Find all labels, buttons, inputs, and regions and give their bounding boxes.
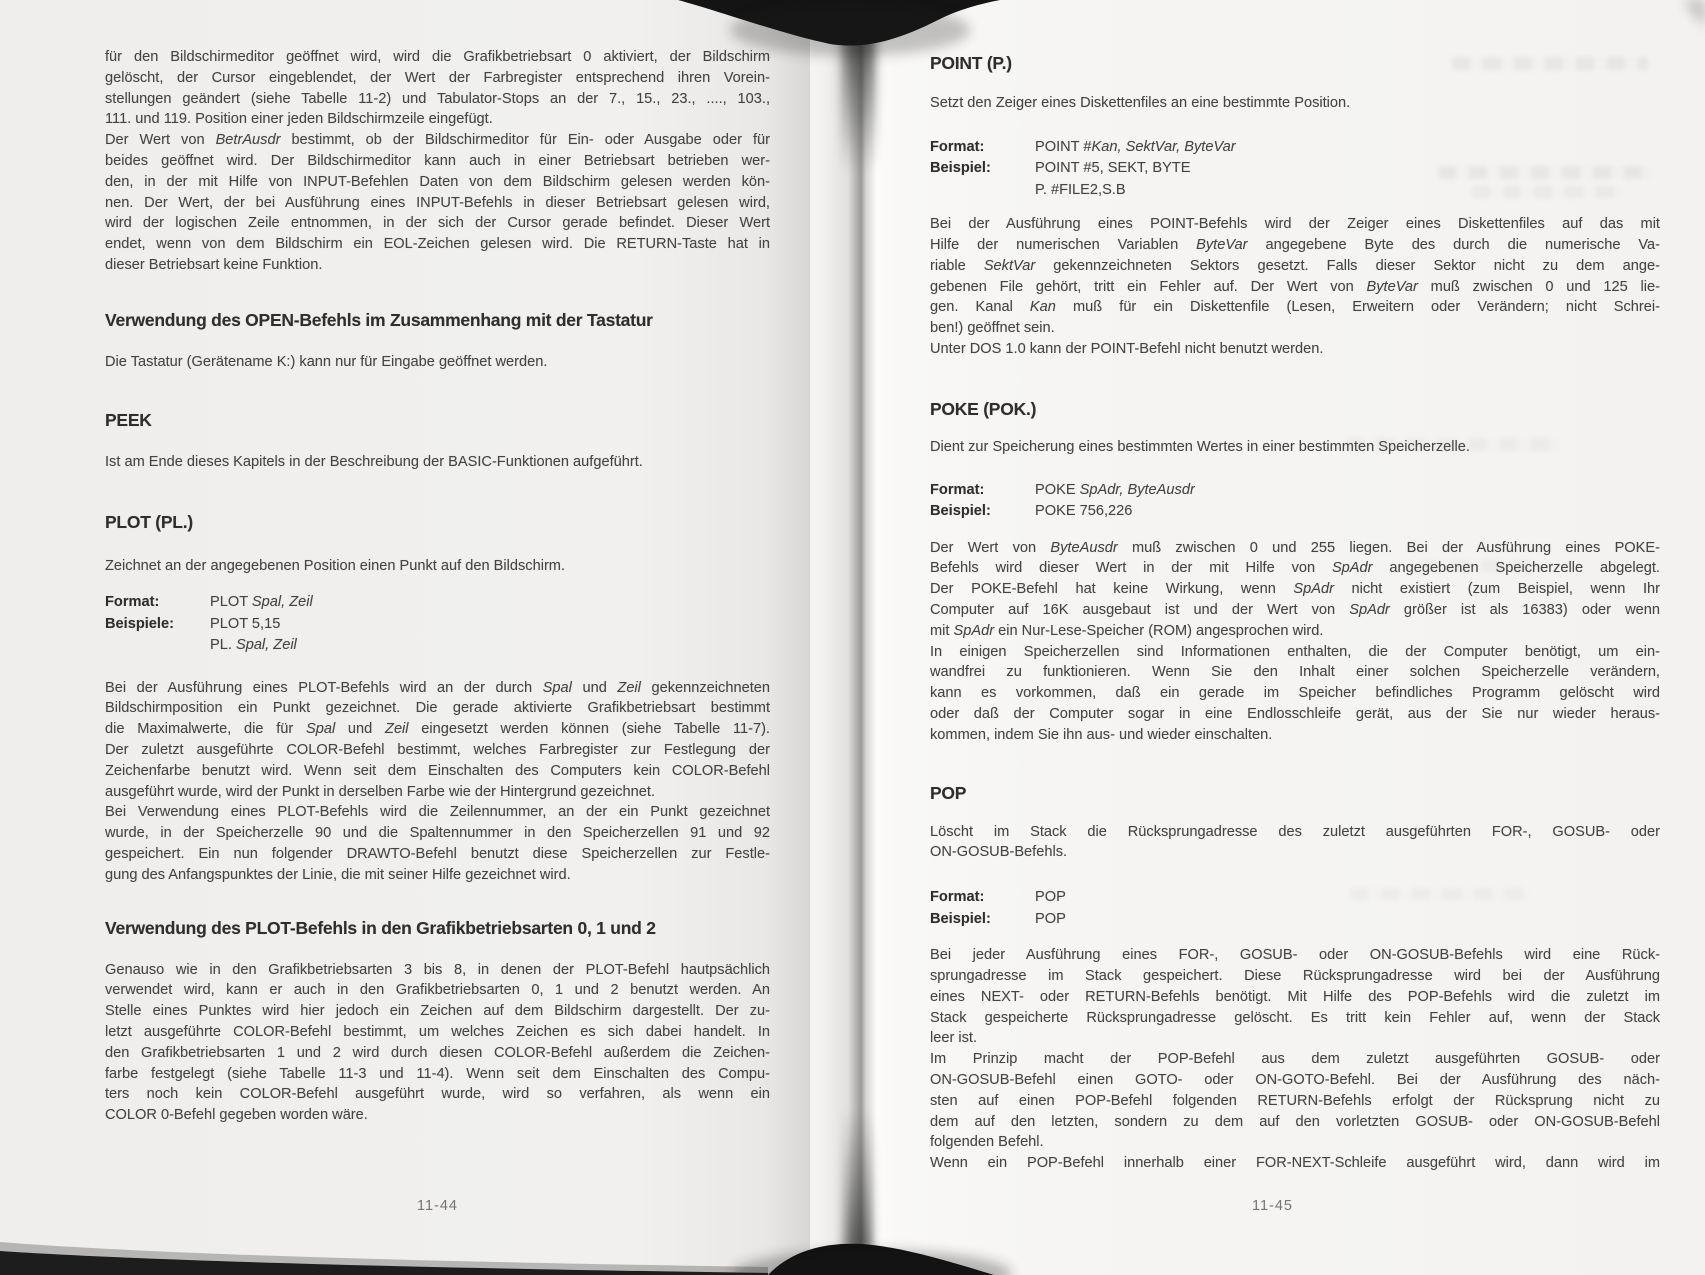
text-line: den, in der mit Hilfe von INPUT-Befehlen Daten von dem Bildschirm gelesen werden kön- (105, 173, 770, 190)
text-line: Löscht im Stack die Rücksprungadresse des zuletzt ausgeführten FOR-, GOSUB- oder (930, 823, 1660, 840)
text-line: POINT #Kan, SektVar, ByteVar (1035, 138, 1236, 155)
text-line: endet, wenn von dem Bildschirm ein EOL-Zeichen gelesen wird. Die RETURN-Taste hat in (105, 236, 770, 253)
text-line: POKE SpAdr, ByteAusdr (1035, 481, 1195, 498)
text-line: POP (1035, 910, 1066, 927)
metavariable: SektVar (983, 257, 1036, 274)
text-line: gung des Anfangspunktes der Linie, die mit seiner Hilfe gezeichnet wird. (105, 866, 571, 883)
text-line: mit SpAdr ein Nur-Lese-Speicher (ROM) angesprochen wird. (930, 622, 1324, 639)
command-spec (930, 887, 1660, 930)
page-left-content (105, 47, 770, 1126)
page-right-content (930, 52, 1660, 1174)
text-line: sten auf einen POP-Befehl folgenden RETURN-Befehls erfolgt der Rücksprung nicht zu (930, 1092, 1660, 1109)
metavariable: SpAdr (1349, 602, 1390, 619)
metavariable: SpAdr (953, 622, 995, 639)
metavariable: Spal (542, 679, 572, 696)
spec-label: Beispiele: (105, 615, 174, 632)
text-line: PLOT 5,15 (210, 615, 281, 632)
text-line: Computer auf 16K ausgebaut ist und der Wert von SpAdr größer ist als 16383) oder wenn (930, 602, 1660, 619)
paragraph (105, 352, 770, 373)
section-heading: POINT (P.) (930, 53, 1012, 73)
text-line: riable SektVar gekennzeichneten Sektors gesetzt. Falls dieser Sektor nicht zu dem ange- (930, 257, 1660, 274)
metavariable: Kan, SektVar, ByteVar (1091, 138, 1236, 155)
text-line: die Maximalwerte, die für Spal und Zeil eingesetzt werden können (siehe Tabelle 11-7). (105, 721, 770, 738)
spec-value (1035, 480, 1195, 502)
text-line: COLOR 0-Befehl gegeben worden wäre. (105, 1107, 368, 1124)
text-line: dieser Betriebsart keine Funktion. (105, 256, 323, 273)
spec-label: Format: (930, 138, 985, 155)
text-line: Hilfe der numerischen Variablen ByteVar angegebene Byte des durch die numerische Va- (930, 237, 1660, 254)
text-line: Stack gespeicherte Rücksprungadresse gelöscht. Es tritt kein Fehler auf, wenn der Stack (930, 1009, 1660, 1026)
page-number-right: 11-45 (1251, 1198, 1293, 1214)
spec-label: Beispiel: (930, 910, 991, 927)
text-line: ON-GOSUB-Befehls. (930, 844, 1068, 861)
text-line: Dient zur Speicherung eines bestimmten Wertes in einer bestimmten Speicherzelle. (930, 438, 1470, 455)
spec-row (105, 592, 770, 614)
command-spec (930, 480, 1660, 523)
text-line: Bei jeder Ausführung eines FOR-, GOSUB- oder ON-GOSUB-Befehls wird eine Rück- (930, 947, 1660, 964)
text-line: beides geöffnet wird. Der Bildschirmeditor kann auch in einer Betriebsart betrieben wer- (105, 152, 770, 169)
text-line: ON-GOSUB-Befehl einen GOTO- oder ON-GOTO-Befehl. Bei der Ausführung des näch- (930, 1072, 1660, 1089)
text-line: wird der logischen Zeile entnommen, in der sich der Cursor gerade befindet. Dieser Wert (105, 215, 770, 232)
section-heading: PEEK (105, 409, 152, 430)
text-line: verwendet wird, kann er auch in den Grafikbetriebsarten 0, 1 und 2 benutzt werden. An (105, 982, 770, 999)
text-line: letzt ausgeführte COLOR-Befehl bestimmt, um welches Zeichen es sich dabei handelt. In (105, 1024, 770, 1041)
metavariable: BetrAusdr (215, 132, 281, 149)
spec-label: Beispiel: (930, 503, 991, 520)
paragraph (930, 437, 1660, 458)
text-line: gebenen File gehört, tritt ein Fehler auf. Der Wert von ByteVar muß zwischen 0 und 125 lie- (930, 278, 1660, 295)
text-line: PL. Spal, Zeil (210, 637, 297, 654)
text-line: Setzt den Zeiger eines Diskettenfiles an eine bestimmte Position. (930, 95, 1351, 111)
text-line: gen. Kanal Kan muß für ein Diskettenfile (Lesen, Erweitern oder Verändern; nicht Schrei- (930, 299, 1660, 316)
section-heading: POKE (POK.) (930, 398, 1037, 419)
metavariable: Spal, Zeil (251, 594, 313, 611)
text-line: farbe festgelegt (siehe Tabelle 11-3 und 11-4). Wenn seit dem Einschalten des Compu- (105, 1065, 770, 1082)
text-line: für den Bildschirmeditor geöffnet wird, wird die Grafikbetriebsart 0 aktiviert, der Bildschirm (105, 49, 770, 65)
text-line: eines NEXT- oder RETURN-Befehls benötigt. Mit Hilfe des POP-Befehls wird die zuletzt im (930, 988, 1660, 1005)
text-line: Wenn ein POP-Befehl innerhalb einer FOR-NEXT-Schleife ausgeführt wird, dann wird im (930, 1155, 1660, 1172)
metavariable: ByteVar (1196, 237, 1248, 254)
paragraph (105, 678, 770, 886)
metavariable: Spal, Zeil (235, 637, 297, 654)
text-line: 111. und 119. Position einer jeden Bildschirmzeile eingefügt. (105, 111, 493, 128)
text-line: Bei der Ausführung eines POINT-Befehls wird der Zeiger eines Diskettenfiles auf das mit (930, 216, 1660, 233)
metavariable: Spal (305, 721, 336, 738)
spec-label: Format: (105, 594, 160, 611)
metavariable: Zeil (385, 721, 409, 738)
text-line: leer ist. (930, 1030, 978, 1047)
text-line: Der Wert von ByteAusdr muß zwischen 0 und 255 liegen. Bei der Ausführung eines POKE- (930, 539, 1660, 556)
text-line: nen. Der Wert, der bei Ausführung eines INPUT-Befehls in dieser Betriebsart gelesen wird, (105, 194, 770, 211)
spec-row (105, 614, 770, 657)
text-line: In einigen Speicherzellen sind Informationen enthalten, die der Computer benötigt, um ein- (930, 643, 1660, 660)
text-line: dem auf den letzten, sondern zu dem auf den vorletzten GOSUB- oder ON-GOSUB-Befehl (930, 1113, 1660, 1130)
text-line: Die Tastatur (Gerätename K:) kann nur für Eingabe geöffnet werden. (105, 353, 548, 370)
metavariable: ByteAusdr (1050, 539, 1118, 556)
text-line: Der Wert von BetrAusdr bestimmt, ob der Bildschirmeditor für Ein- oder Ausgabe oder für (105, 132, 770, 149)
text-line: Zeichenfarbe benutzt wird. Wenn seit dem Einschalten des Computers kein COLOR-Befehl (105, 762, 770, 779)
spec-row (930, 501, 1660, 523)
spec-row (930, 480, 1660, 502)
text-line: POINT #5, SEKT, BYTE (1035, 160, 1191, 177)
text-line: ausgeführt wurde, wird der Punkt in derselben Farbe wie der Hintergrund gezeichnet. (105, 783, 656, 800)
spec-label: Beispiel: (930, 160, 991, 177)
text-line: kann es vorkommen, daß ein gerade im Speicher befindliches Programm gelöscht wird (930, 685, 1660, 702)
text-line: Unter DOS 1.0 kann der POINT-Befehl nicht benutzt werden. (930, 341, 1324, 358)
spec-row (930, 909, 1660, 931)
text-line: gespeichert. Ein nun folgender DRAWTO-Befehl benutzt diese Speicherzellen zur Festle- (105, 846, 770, 863)
text-line: gelöscht, der Cursor eingeblendet, der Wert der Farbregister entsprechend ihren Vorein- (105, 69, 770, 86)
paragraph (105, 452, 770, 473)
text-line: folgenden Befehl. (930, 1134, 1044, 1151)
page-number-left: 11-44 (416, 1198, 458, 1214)
paragraph (930, 945, 1660, 1174)
metavariable: SpAdr (1293, 581, 1334, 598)
text-line: stellungen geändert (siehe Tabelle 11-2) und Tabulator-Stops an der 7., 15., 23., ...., 103., (105, 90, 770, 107)
text-line: P. #FILE2,S.B (1035, 181, 1126, 198)
text-line: Genauso wie in den Grafikbetriebsarten 3 bis 8, in denen der PLOT-Befehl hautpsächlich (105, 961, 770, 978)
spec-value (1035, 158, 1190, 201)
text-line: Stelle eines Punktes wird hier jedoch ein Zeichen auf dem Bildschirm dargestellt. Der zu- (105, 1003, 770, 1020)
spec-value (1035, 137, 1236, 159)
page-left (0, 0, 810, 1275)
text-line: PLOT Spal, Zeil (210, 594, 313, 611)
text-line: Ist am Ende dieses Kapitels in der Beschreibung der BASIC-Funktionen aufgeführt. (105, 453, 643, 470)
spec-row (930, 137, 1660, 159)
text-line: Bildschirmposition ein Punkt gezeichnet. Die gerade aktivierte Grafikbetriebsart bestimmt (105, 700, 770, 717)
spec-value (1035, 887, 1066, 909)
spec-label: Format: (930, 481, 985, 498)
text-line: Bei Verwendung eines PLOT-Befehls wird die Zeilennummer, an der ein Punkt gezeichnet (105, 804, 770, 821)
paragraph (105, 960, 770, 1126)
metavariable: Kan (1029, 299, 1056, 316)
spec-row (930, 887, 1660, 909)
metavariable: Zeil (617, 679, 641, 696)
metavariable: SpAdr (1331, 560, 1373, 577)
text-line: Bei der Ausführung eines PLOT-Befehls wird an der durch Spal und Zeil gekennzeichneten (105, 679, 770, 696)
spec-row (930, 158, 1660, 201)
paragraph (105, 556, 770, 577)
section-heading: POP (930, 782, 967, 803)
paragraph (930, 538, 1660, 746)
section-heading: Verwendung des OPEN-Befehls im Zusammenhang mit der Tastatur (105, 309, 653, 330)
spec-label: Format: (930, 889, 985, 906)
paragraph (930, 214, 1660, 360)
paragraph (105, 47, 770, 130)
command-spec (105, 592, 770, 657)
spec-value (1035, 501, 1132, 523)
paragraph (930, 93, 1660, 114)
text-line: kommen, indem Sie ihn aus- und wieder einschalten. (930, 726, 1273, 743)
paragraph (930, 822, 1660, 864)
text-line: den Grafikbetriebsarten 1 und 2 wird durch diesen COLOR-Befehl außerdem die Zeichen- (105, 1044, 770, 1061)
spec-value (210, 614, 297, 657)
text-line: wandfrei zu funktionieren. Wenn Sie den Inhalt einer solchen Speicherzelle verändern, (930, 664, 1660, 681)
metavariable: SpAdr, ByteAusdr (1079, 481, 1195, 498)
text-line: Befehls wird dieser Wert in der mit Hilfe von SpAdr angegebenen Speicherzelle abgelegt. (930, 560, 1660, 577)
text-line: Zeichnet an der angegebenen Position einen Punkt auf den Bildschirm. (105, 558, 566, 575)
text-line: POKE 756,226 (1035, 503, 1133, 520)
text-line: Der POKE-Befehl hat keine Wirkung, wenn SpAdr nicht existiert (zum Beispiel, wenn Ihr (930, 581, 1660, 598)
section-heading: Verwendung des PLOT-Befehls in den Grafikbetriebsarten 0, 1 und 2 (105, 917, 656, 938)
text-line: Der zuletzt ausgeführte COLOR-Befehl bestimmt, welches Farbregister zur Festlegung der (105, 742, 770, 759)
section-heading: PLOT (PL.) (105, 512, 193, 533)
metavariable: ByteVar (1366, 278, 1418, 295)
paragraph (105, 130, 770, 276)
text-line: oder daß der Computer sogar in eine Endlosschleife gerät, aus der Sie nur wieder heraus- (930, 706, 1660, 723)
spec-value (210, 592, 313, 614)
text-line: ters noch kein COLOR-Befehl ausgeführt wurde, wird so verfahren, als wenn ein (105, 1086, 770, 1103)
text-line: wurde, in der Speicherzelle 90 und die Spaltennummer in den Speicherzellen 91 und 92 (105, 825, 770, 842)
text-line: POP (1035, 889, 1066, 906)
spec-value (1035, 909, 1066, 931)
command-spec (930, 137, 1660, 202)
text-line: Im Prinzip macht der POP-Befehl aus dem zuletzt ausgeführten GOSUB- oder (930, 1051, 1660, 1068)
text-line: sprungadresse im Stack gespeichert. Diese Rücksprungadresse wird bei der Ausführung (930, 968, 1660, 985)
text-line: ben!) geöffnet sein. (930, 320, 1055, 337)
